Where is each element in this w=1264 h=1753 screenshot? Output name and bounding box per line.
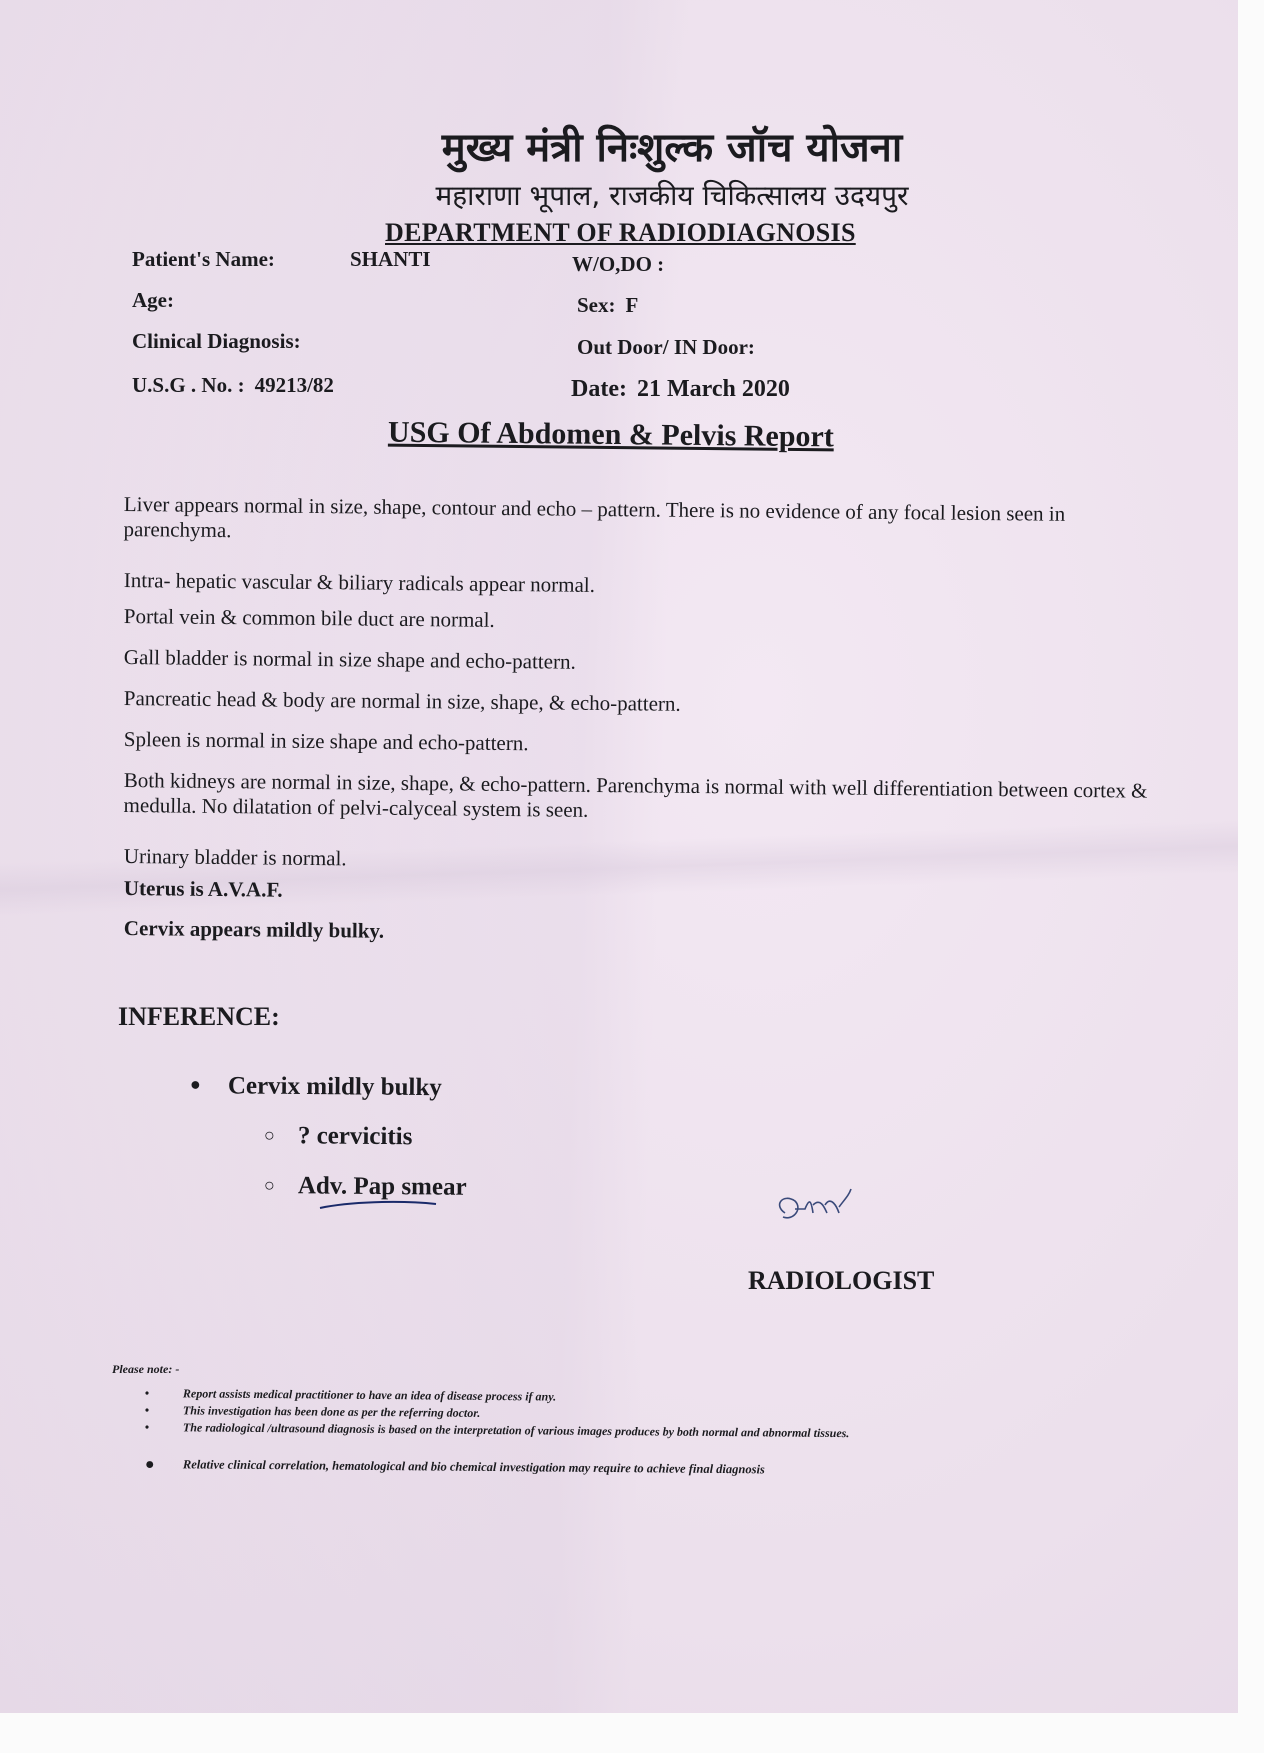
patient-name-field xyxy=(132,247,275,272)
inference-sub-text: ? cervicitis xyxy=(297,1122,413,1151)
notes-heading: Please note: - xyxy=(112,1362,180,1376)
clinical-diagnosis-label: Clinical Diagnosis: xyxy=(132,329,301,353)
pen-underline-mark xyxy=(318,1198,438,1212)
bullet-icon: • xyxy=(144,1420,150,1435)
department-heading: DEPARTMENT OF RADIODIAGNOSIS xyxy=(385,218,856,247)
finding-spleen: Spleen is normal in size shape and echo-pattern. xyxy=(123,727,529,756)
date-label: Date: xyxy=(571,376,627,402)
note-item xyxy=(145,1403,480,1421)
note-text: Report assists medical practitioner to have an idea of disease process if any. xyxy=(182,1386,557,1404)
note-text: This investigation has been done as per the referring doctor. xyxy=(182,1403,481,1420)
hospital-name: महाराणा भूपाल, राजकीय चिकित्सालय उदयपुर xyxy=(435,179,909,212)
bullet-icon: • xyxy=(144,1386,150,1401)
inference-sub-item xyxy=(264,1122,413,1151)
wodo-label: W/O,DO : xyxy=(572,252,665,276)
finding-gall-bladder: Gall bladder is normal in size shape and echo-pattern. xyxy=(123,645,576,674)
usg-number-label: U.S.G . No. : xyxy=(132,373,245,397)
bullet-disc-icon: ● xyxy=(189,1073,201,1095)
finding-portal-vein: Portal vein & common bile duct are normal. xyxy=(123,604,495,632)
note-item xyxy=(145,1420,850,1441)
sex-value: F xyxy=(625,293,639,317)
note-item xyxy=(145,1456,765,1479)
bullet-circle-icon: ○ xyxy=(263,1124,275,1146)
radiologist-label: RADIOLOGIST xyxy=(748,1266,935,1295)
inference-main-item xyxy=(190,1072,442,1102)
age-label: Age: xyxy=(132,288,174,312)
bullet-circle-icon: ○ xyxy=(263,1174,275,1196)
finding-pancreas: Pancreatic head & body are normal in size, shape, & echo-pattern. xyxy=(123,686,681,716)
date-field xyxy=(571,376,790,403)
bullet-icon: ● xyxy=(144,1456,155,1474)
patient-name-label: Patient's Name: xyxy=(132,247,275,271)
usg-number-field xyxy=(132,373,334,398)
note-item xyxy=(145,1386,556,1405)
finding-uterus: Uterus is A.V.A.F. xyxy=(123,876,283,902)
bullet-icon: • xyxy=(144,1403,150,1418)
door-label: Out Door/ IN Door: xyxy=(577,335,755,359)
handwritten-signature xyxy=(765,1185,895,1235)
finding-intrahepatic: Intra- hepatic vascular & biliary radicals appear normal. xyxy=(123,568,596,597)
usg-number-value: 49213/82 xyxy=(254,373,334,397)
finding-liver: Liver appears normal in size, shape, contour and echo – pattern. There is no evidence of any focal lesion seen in parenchyma. xyxy=(123,492,1066,543)
inference-main-text: Cervix mildly bulky xyxy=(227,1072,442,1102)
scheme-title: मुख्य मंत्री निःशुल्क जॉच योजना xyxy=(441,125,903,171)
inference-heading: INFERENCE: xyxy=(118,1002,280,1031)
scan-edge-right xyxy=(1238,0,1264,1753)
report-title: USG Of Abdomen & Pelvis Report xyxy=(387,415,834,454)
scan-edge-bottom xyxy=(0,1713,1264,1753)
note-text: Relative clinical correlation, hematological and bio chemical investigation may require to achieve final diagnosis xyxy=(182,1457,765,1477)
date-value: 21 March 2020 xyxy=(636,376,790,402)
sex-label: Sex: xyxy=(577,293,616,317)
finding-urinary-bladder: Urinary bladder is normal. xyxy=(123,844,347,871)
finding-cervix: Cervix appears mildly bulky. xyxy=(123,916,385,943)
patient-name-value: SHANTI xyxy=(350,247,431,271)
note-text: The radiological /ultrasound diagnosis is based on the interpretation of various images produces by both normal and abnormal tissues. xyxy=(182,1420,850,1441)
sex-field xyxy=(577,293,638,318)
finding-kidneys: Both kidneys are normal in size, shape, & echo-pattern. Parenchyma is normal with well differentiation between cortex & medulla. No dilatation of pelvi-calyceal system is seen. xyxy=(123,768,1148,822)
inference-sub-text: Adv. Pap smear xyxy=(297,1172,467,1201)
